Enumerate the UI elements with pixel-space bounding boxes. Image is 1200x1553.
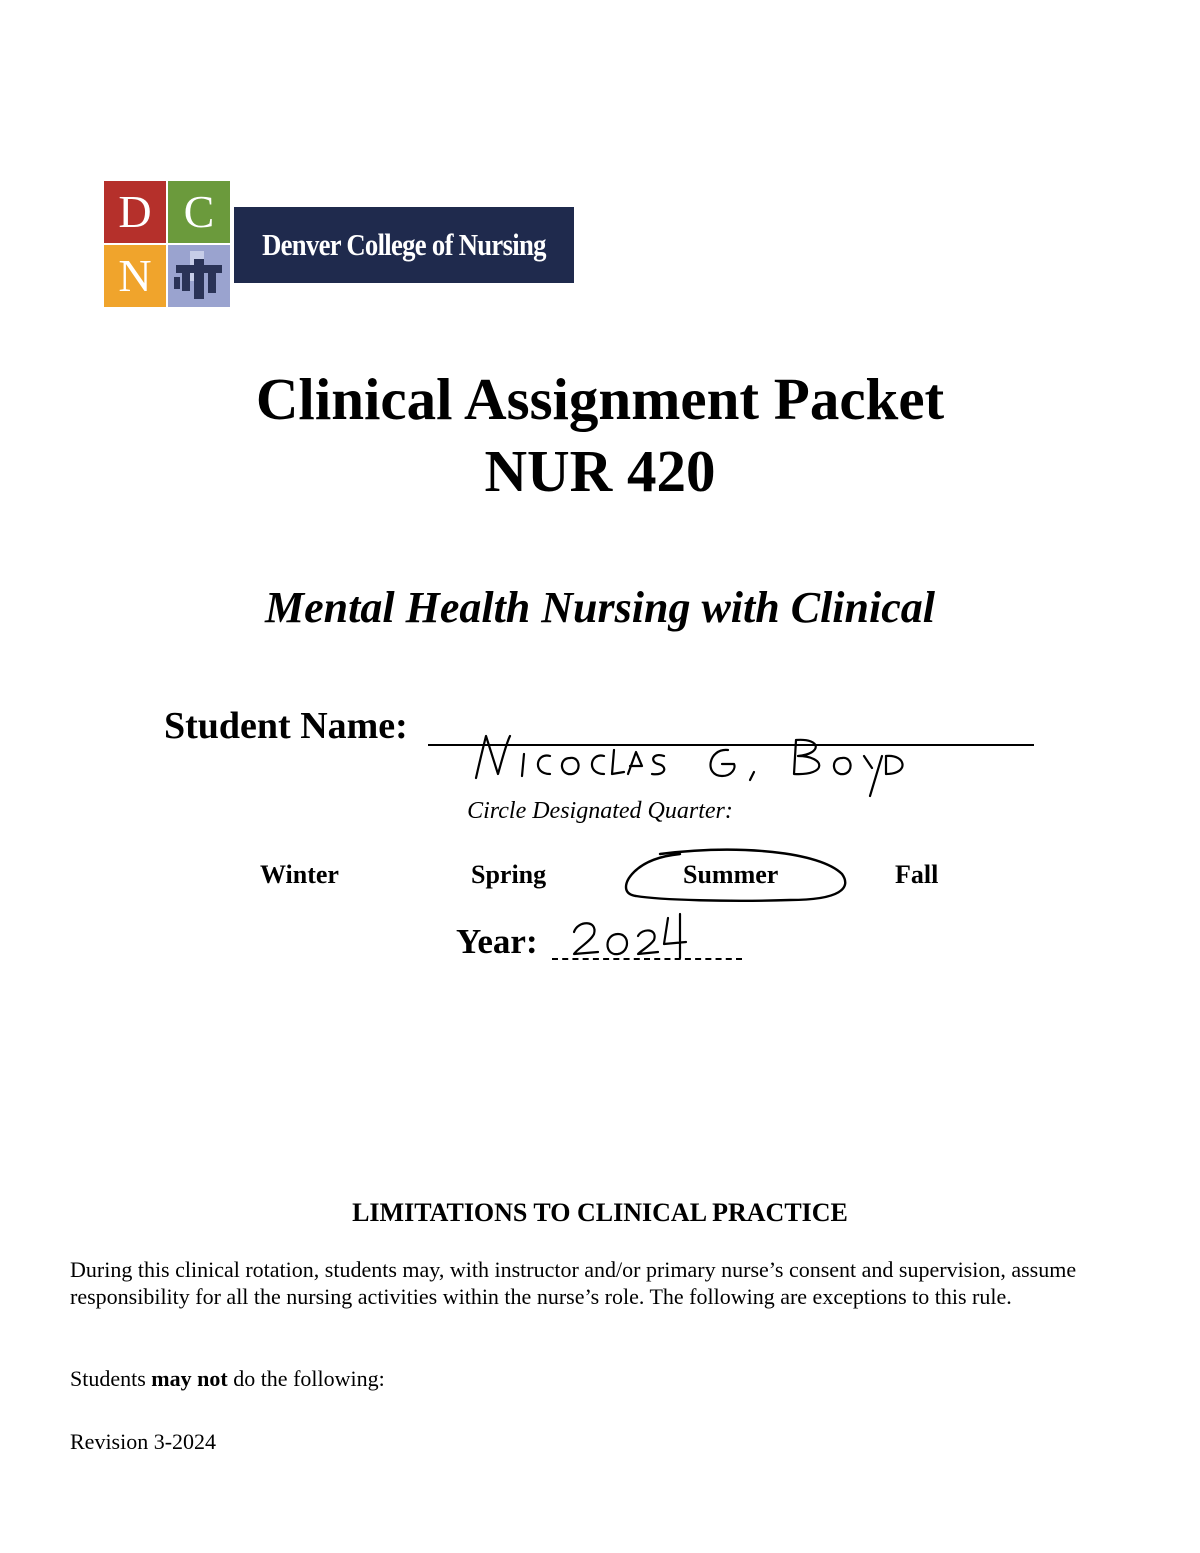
limitations-paragraph: During this clinical rotation, students may, with instructor and/or primary nurse’s consent and supervision, assume responsibility for all the nursing activities within the nurse’s role. The following are exceptions to this rule. — [70, 1257, 1077, 1309]
logo-tile-n: N — [104, 245, 166, 307]
limitations-heading: LIMITATIONS TO CLINICAL PRACTICE — [352, 1198, 848, 1227]
page-title: Clinical Assignment Packet — [255, 366, 945, 432]
student-name-underline — [428, 744, 1034, 746]
may-not-emphasis: may not — [151, 1366, 228, 1391]
logo-tile-d: D — [104, 181, 166, 243]
revision-note: Revision 3-2024 — [70, 1429, 217, 1454]
may-not-statement — [70, 1365, 385, 1392]
handwritten-student-name — [466, 730, 1026, 800]
logo-wordmark-band — [234, 207, 574, 283]
city-skyline-icon — [168, 245, 230, 307]
may-not-prefix: Students — [70, 1366, 152, 1391]
college-logo — [104, 181, 574, 309]
logo-wordmark: Denver College of Nursing — [262, 227, 546, 262]
quarter-option-summer[interactable]: Summer — [683, 860, 779, 889]
student-name-field[interactable] — [164, 700, 1044, 770]
course-subtitle: Mental Health Nursing with Clinical — [265, 583, 935, 632]
year-field[interactable] — [456, 918, 756, 968]
circle-quarter-label: Circle Designated Quarter: — [467, 798, 733, 824]
handwritten-year — [568, 912, 698, 962]
course-code: NUR 420 — [484, 438, 716, 504]
student-name-label: Student Name: — [164, 705, 408, 747]
quarter-option-winter[interactable]: Winter — [260, 860, 339, 889]
quarter-option-fall[interactable]: Fall — [895, 860, 939, 889]
year-label: Year: — [456, 922, 538, 961]
logo-tile-c: C — [168, 181, 230, 243]
may-not-suffix: do the following: — [227, 1366, 385, 1391]
quarter-option-spring[interactable]: Spring — [471, 860, 547, 889]
